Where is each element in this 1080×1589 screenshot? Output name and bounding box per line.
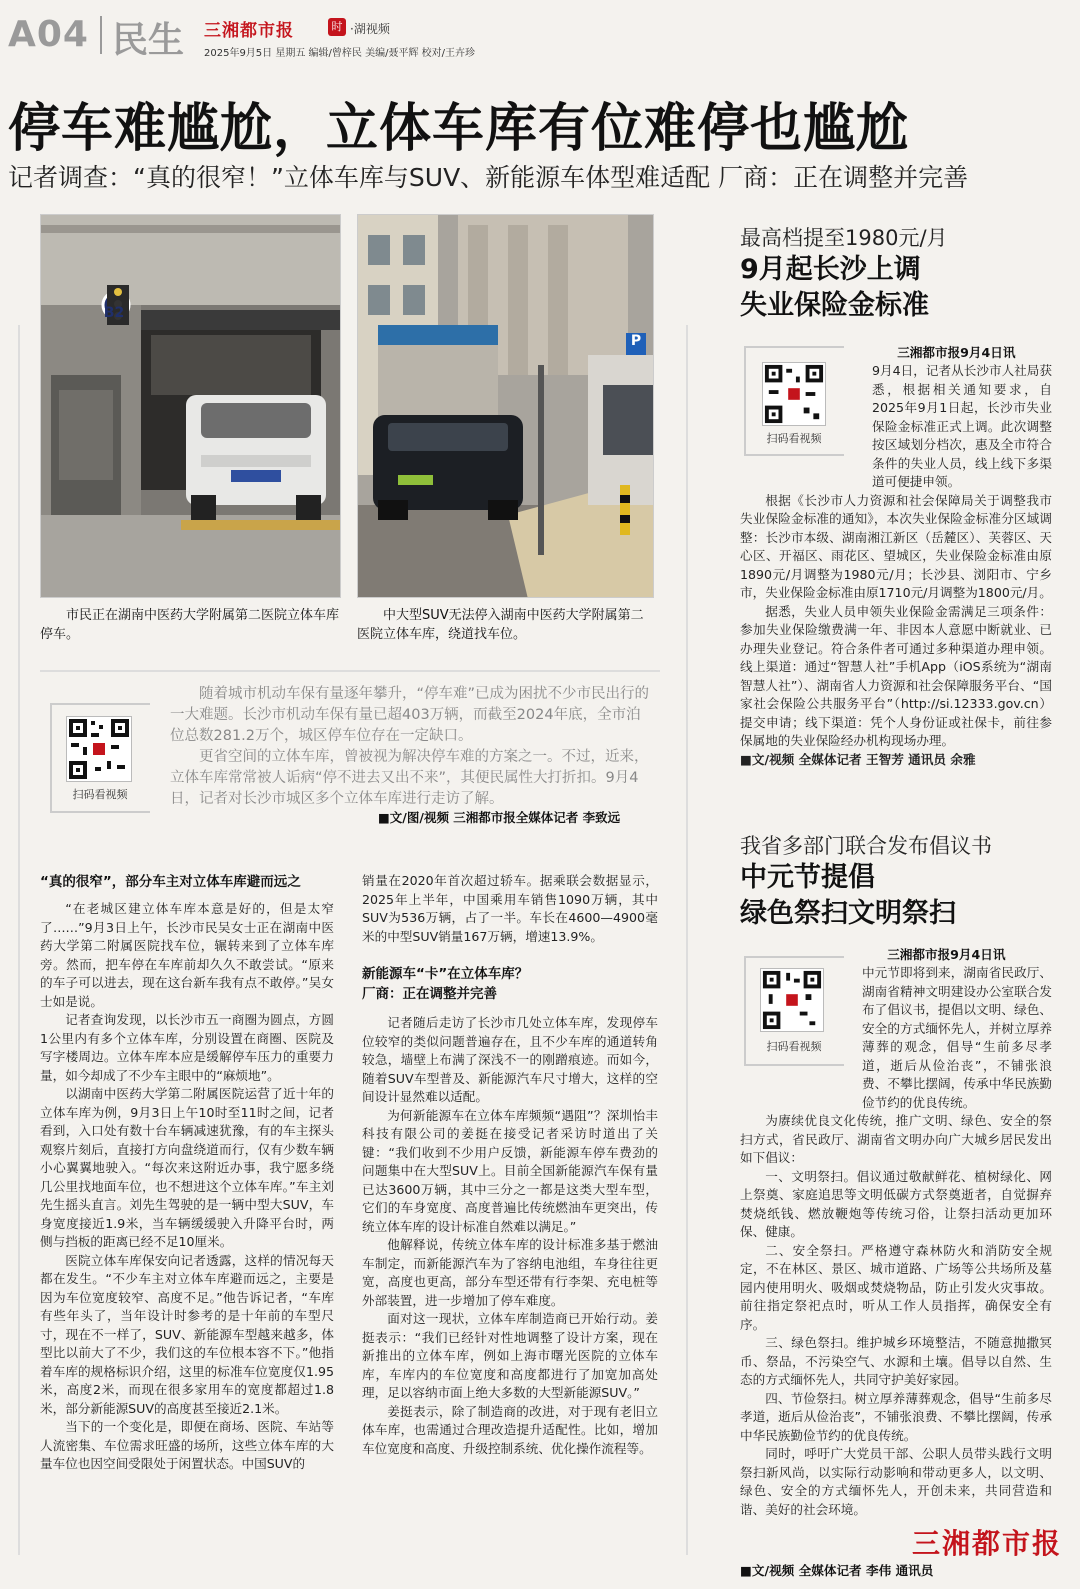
story3-paragraph: 中元节即将到来，湖南省民政厅、湖南省精神文明建设办公室联合发布了倡议书，提倡以文明、绿色、安全的方式缅怀先人，并树立厚养薄葬的观念，倡导“生前多尽孝道，逝后从俭治丧”，不铺张浪费、不攀比摆阔，传承中华民族勤俭节约的优良传统。 — [862, 965, 1052, 1110]
story2-qr-label: 扫码看视频 — [766, 432, 822, 445]
story3-intro — [862, 946, 1054, 965]
story3-title-line1: 中元节提倡 — [740, 862, 875, 893]
column2-subhead-2: 厂商：正在调整并完善 — [362, 986, 497, 1002]
story2-paragraph: 据悉，失业人员申领失业保险金需满足三项条件：参加失业保险缴费满一年、非因本人意愿中断就业、已办理失业登记。符合条件者可通过多种渠道办理申领。线上渠道：通过“智慧人社”手机App（iOS系统为“湖南智慧人社”）、湖南省人力资源和社会保障服务平台、“国家社会保险公共服务平台”（http://si.12333.gov.cn）提交申请；线下渠道：凭个人身份证或社保卡，前往参保属地的失业保险经办机构现场办理。 — [740, 603, 1052, 748]
col2-paragraph: 姜挺表示，除了制造商的改进，对于现有老旧立体车库，也需通过合理改造提升适配性。比如，增加车位宽度和高度、升级控制系统、优化操作流程等。 — [362, 1403, 658, 1456]
story2-paragraph: 9月4日，记者从长沙市人社局获悉，根据相关通知要求，自2025年9月1日起，长沙市失业保险金标准正式上调。此次调整按区域划分档次，惠及全市符合条件的失业人员，线上线下多渠道可便捷申领。 — [872, 363, 1052, 489]
column2-subhead-1: 新能源车“卡”在立体车库？ — [362, 966, 529, 982]
col1-paragraph: 医院立体车库保安向记者透露，这样的情况每天都在发生。“不少车主对立体车库避而远之，主要是因为车位宽度较窄、高度不足。”他告诉记者，“车库有些年头了，当年设计时参考的是十年前的车型尺寸，现在不一样了，SUV、新能源车型越来越多，体型比以前大了不少，我们这的车位根本容不下。”他指着车库的规格标识介绍，这里的标准车位宽度仅1.95米，高度2米，而现在很多家用车的宽度都超过1.8米，部分新能源SUV的高度甚至接近2.1米。 — [40, 1252, 334, 1416]
story2-body — [740, 362, 1052, 769]
app-name: ·湖视频 — [350, 22, 390, 36]
photo-suv-street — [357, 214, 654, 598]
left-rule — [18, 325, 20, 1555]
story3-paragraph: 三、绿色祭扫。维护城乡环境整洁，不随意抛撒冥币、祭品，不污染空气、水源和土壤。倡导以自然、生态的方式缅怀先人，共同守护美好家园。 — [740, 1335, 1052, 1387]
story3-paragraph: 为赓续优良文化传统，推广文明、绿色、安全的祭扫方式，省民政厅、湖南省文明办向广大城乡居民发出如下倡议： — [740, 1113, 1052, 1165]
body-column-1 — [40, 872, 334, 1474]
photo-parking-garage-entrance — [40, 214, 341, 598]
masthead-divider — [100, 16, 102, 54]
lead-text — [170, 684, 650, 810]
right-rule — [686, 325, 688, 1555]
garage-level-sign: B2 — [103, 305, 125, 321]
story3-byline: ■文/视频 全媒体记者 李伟 通讯员 — [740, 1563, 934, 1578]
main-byline: ■文/图/视频 三湘都市报全媒体记者 李致远 — [378, 810, 621, 825]
main-deck: 记者调查：“真的很窄！”立体车库与SUV、新能源车体型难适配 厂商：正在调整并完善 — [8, 163, 969, 192]
section-name: 民生 — [112, 20, 185, 61]
newspaper-logo: 三湘都市报 — [912, 1527, 1063, 1560]
col2-paragraph: 销量在2020年首次超过轿车。据乘联会数据显示，2025年上半年，中国乘用车销售1090万辆，其中SUV为536万辆，占了一半。车长在4600—4900毫米的中型SUV销量167万辆，增速13.9%。 — [362, 873, 658, 944]
photo1-caption: 市民正在湖南中医药大学附属第二医院立体车库停车。 — [40, 608, 340, 642]
app-badge-icon: 时 — [328, 18, 346, 36]
story3-dateline: 三湘都市报9月4日讯 — [887, 947, 1006, 962]
qr-code-icon — [67, 717, 131, 781]
story2-paragraph: 根据《长沙市人力资源和社会保障局关于调整我市失业保险金标准的通知》，本次失业保险金标准分区域调整：长沙市本级、湖南湘江新区（岳麓区）、芙蓉区、天心区、开福区、雨花区、望城区，失业保险金标准由原1890元/月调整为1980元/月；长沙县、浏阳市、宁乡市，失业保险金标准由原1710元/月调整为1800元/月。 — [740, 492, 1052, 600]
lead-paragraph-1: 随着城市机动车保有量逐年攀升，“停车难”已成为困扰不少市民出行的一大难题。长沙市机动车保有量已超403万辆，而截至2024年底，全市泊位总数281.2万个，城区停车位存在一定缺口。 — [170, 686, 650, 744]
story3-paragraph: 二、安全祭扫。严格遵守森林防火和消防安全规定，不在林区、景区、城市道路、广场等公共场所及墓园内使用明火、吸烟或焚烧物品，防止引发火灾事故。前往指定祭祀点时，听从工作人员指挥，确保安全有序。 — [740, 1242, 1052, 1332]
col2-paragraph: 为何新能源车在立体车库频频“遇阻”？深圳怡丰科技有限公司的姜挺在接受记者采访时道出了关键：“我们收到不少用户反馈，新能源车停车费劲的问题集中在大型SUV上。目前全国新能源汽车保有量已达3600万辆，其中三分之一都是这类大型车型，它们的车身宽度、高度普遍比传统燃油车更突出，传统立体车库的设计标准自然难以满足。” — [362, 1107, 658, 1234]
lead-paragraph-2: 更省空间的立体车库，曾被视为解决停车难的方案之一。不过，近来，立体车库常常被人诟病“停不进去又出不来”，其便民属性大打折扣。9月4日，记者对长沙市城区多个立体车库进行走访了解。 — [170, 749, 649, 807]
issue-line: 2025年9月5日 星期五 编辑/曾梓民 美编/聂平辉 校对/王卉珍 — [204, 48, 475, 59]
garage-photo-illustration — [41, 215, 341, 598]
story3-kicker: 我省多部门联合发布倡议书 — [740, 834, 992, 858]
col1-paragraph: 当下的一个变化是，即便在商场、医院、车站等人流密集、车位需求旺盛的场所，这些立体车库的大量车位也因空间受限处于闲置状态。中国SUV的 — [40, 1419, 334, 1471]
story3-paragraph: 同时，呼吁广大党员干部、公职人员带头践行文明祭扫新风尚，以实际行动影响和带动更多人，以文明、绿色、安全的方式缅怀先人，开创未来，共同营造和谐、美好的社会环境。 — [740, 1446, 1052, 1517]
column1-subhead: “真的很窄”，部分车主对立体车库避而远之 — [40, 874, 301, 890]
story2-byline: ■文/视频 全媒体记者 王智芳 通讯员 余雅 — [740, 751, 976, 767]
col1-paragraph: “在老城区建立体车库本意是好的，但是太窄了……”9月3日上午，长沙市民吴女士正在湖南中医药大学第二附属医院找车位，辗转来到了立体车库旁。然而，把车停在车库前却久久不敢尝试。“原来的车子可以进去，现在这台新车我有点不敢停。”吴女士如是说。 — [40, 901, 334, 1009]
main-headline: 停车难尴尬，立体车库有位难停也尴尬 — [8, 99, 910, 159]
body-column-2 — [362, 872, 658, 1458]
lead-qr-label: 扫码看视频 — [72, 788, 128, 801]
story2-title-line2: 失业保险金标准 — [740, 290, 929, 321]
col2-paragraph: 记者随后走访了长沙市几处立体车库，发现停车位较窄的类似问题普遍存在，且不少车库的通道转角较急，墙壁上布满了深浅不一的刚蹭痕迹。而如今，随着SUV车型普及、新能源汽车尺寸增大，这样的空间设计显然难以适配。 — [362, 1015, 658, 1104]
story2-title-line1: 9月起长沙上调 — [740, 254, 921, 285]
col1-paragraph: 以湖南中医药大学第二附属医院运营了近十年的立体车库为例，9月3日上午10时至11时之间，记者看到，入口处有数十台车辆减速犹豫，有的车主探头观察片刻后，直接打方向盘绕道而行，仅有少数车辆小心翼翼地驶入。“每次来这附近办事，我宁愿多绕几公里找地面车位，也不想进这个立体车库。”车主刘先生摇头直言。刘先生驾驶的是一辆中型大SUV，车身宽度接近1.9米，当车辆缓缓驶入升降平台时，两侧与挡板的距离已经不足10厘米。 — [40, 1086, 334, 1249]
story2-dateline: 三湘都市报9月4日讯 — [897, 345, 1016, 360]
suv-photo-illustration — [358, 215, 654, 598]
lead-qr-code[interactable] — [66, 716, 132, 782]
story3-body — [740, 964, 1052, 1519]
col2-paragraph: 面对这一现状，立体车库制造商已开始行动。姜挺表示：“我们已经针对性地调整了设计方案，现在新推出的立体车库，例如上海市曙光医院的立体车库，车库内的车位宽度和高度都进行了加宽加高处理，足以容纳市面上绝大多数的大型新能源SUV。” — [362, 1311, 658, 1400]
story3-qr-label: 扫码看视频 — [766, 1040, 822, 1053]
col1-paragraph: 记者查询发现，以长沙市五一商圈为圆点，方圆1公里内有多个立体车库，分别设置在商圈、医院及写字楼周边。立体车库本应是缓解停车压力的重要力量，如今却成了不少车主眼中的“麻烦地”。 — [40, 1012, 334, 1083]
newspaper-brand: 三湘都市报 — [204, 21, 294, 41]
story3-paragraph: 一、文明祭扫。倡议通过敬献鲜花、植树绿化、网上祭奠、家庭追思等文明低碳方式祭奠逝者，自觉摒弃焚烧纸钱、燃放鞭炮等传统习俗，让祭扫活动更加环保、健康。 — [740, 1168, 1052, 1239]
story3-paragraph: 四、节俭祭扫。树立厚养薄葬观念，倡导“生前多尽孝道，逝后从俭治丧”，不铺张浪费、不攀比摆阔，传承中华民族勤俭节约的优良传统。 — [740, 1390, 1052, 1443]
photo2-caption: 中大型SUV无法停入湖南中医药大学附属第二医院立体车库，绕道找车位。 — [357, 608, 644, 642]
page-number: A04 — [8, 14, 89, 55]
parking-p-sign: P — [630, 333, 642, 349]
story2-intro — [872, 344, 1052, 363]
col2-paragraph: 他解释说，传统立体车库的设计标准多基于燃油车制定，而新能源汽车为了容纳电池组，车身往往更宽，高度也更高，部分车型还带有行李架、充电桩等外部装置，进一步增加了停车难度。 — [362, 1237, 658, 1308]
story3-title-line2: 绿色祭扫文明祭扫 — [740, 898, 956, 929]
story2-kicker: 最高档提至1980元/月 — [740, 226, 948, 250]
